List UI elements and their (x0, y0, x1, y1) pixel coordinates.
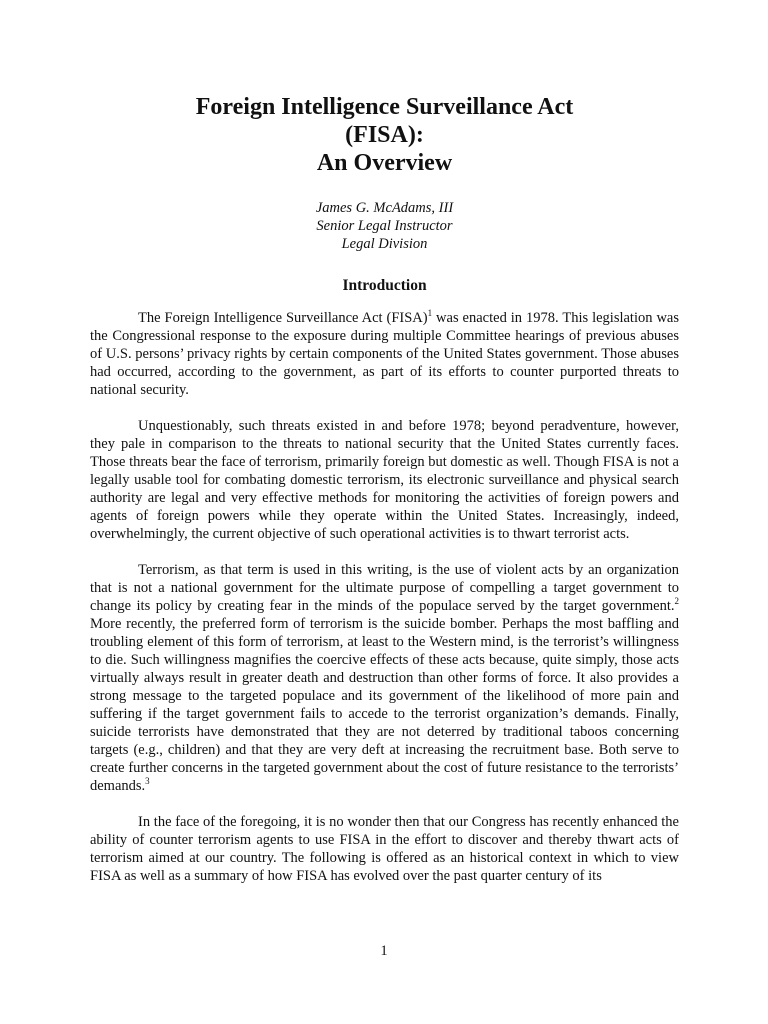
page-number: 1 (380, 943, 388, 959)
title-line: (FISA): (345, 122, 424, 148)
body-paragraph (90, 813, 679, 885)
footnote-marker: 1 (427, 308, 433, 319)
author-division: Legal Division (341, 236, 428, 252)
title-line: Foreign Intelligence Surveillance Act (195, 94, 574, 120)
section-heading: Introduction (342, 277, 427, 294)
body-paragraph (90, 561, 679, 795)
paragraph-text: In the face of the foregoing, it is no wonder then that our Congress has recently enhanced the ability of counter terrorism agents to use FISA in the effort to discover and thereby thwart acts of terrorism aimed at our country. The following is offered as an historical context in which to view FISA as well as a summary of how FISA has evolved over the past quarter century of its (90, 814, 679, 884)
paragraph-text: Unquestionably, such threats existed in and before 1978; beyond peradventure, however, they pale in comparison to the threats to national security that the United States currently faces. Those threats bear the face of terrorism, primarily foreign but domestic as well. Though FISA is not a legally usable tool for combating domestic terrorism, its electronic surveillance and physical search authority are legal and very effective methods for monitoring the activities of foreign powers and agents of foreign powers while they operate within the United States. Increasingly, indeed, overwhelmingly, the current objective of such operational activities is to thwart terrorist acts. (90, 418, 679, 542)
paragraph-text: More recently, the preferred form of terrorism is the suicide bomber. Perhaps the most baffling and troubling element of this form of terrorism, at least to the Western mind, is the terrorist’s willingness to die. Such willingness magnifies the coercive effects of these acts because, quite simply, those acts virtually always result in greater death and destruction than other forms of force. It also provides a strong message to the targeted populace and its government of the likelihood of more pain and suffering if the target government fails to accede to the terrorist organization’s demands. Finally, suicide terrorists have demonstrated that they are not deterred by traditional taboos concerning targets (e.g., children) and that they are very deft at increasing the recruitment base. Both serve to create further concerns in the targeted government about the cost of future resistance to the terrorists’ demands. (90, 616, 679, 794)
document-title (90, 93, 679, 177)
paragraph-text: was enacted in 1978. This legislation was the Congressional response to the exposure during multiple Committee hearings of previous abuses of U.S. persons’ privacy rights by certain components of the United States government. Those abuses had occurred, according to the government, as part of its efforts to counter purported threats to national security. (90, 310, 679, 398)
author-position: Senior Legal Instructor (316, 218, 453, 234)
footnote-marker: 3 (145, 776, 150, 787)
body-paragraph (90, 417, 679, 543)
body-text (90, 309, 679, 885)
paragraph-text: The Foreign Intelligence Surveillance Act (FISA) (138, 310, 428, 326)
footnote-marker: 2 (674, 596, 679, 607)
paragraph-text: Terrorism, as that term is used in this writing, is the use of violent acts by an organization that is not a national government for the ultimate purpose of compelling a target government to change its policy by creating fear in the minds of the populace served by the target government. (90, 562, 679, 614)
body-paragraph (90, 309, 679, 399)
title-line: An Overview (316, 150, 453, 176)
author-block (90, 199, 679, 253)
author-name: James G. McAdams, III (315, 200, 454, 216)
